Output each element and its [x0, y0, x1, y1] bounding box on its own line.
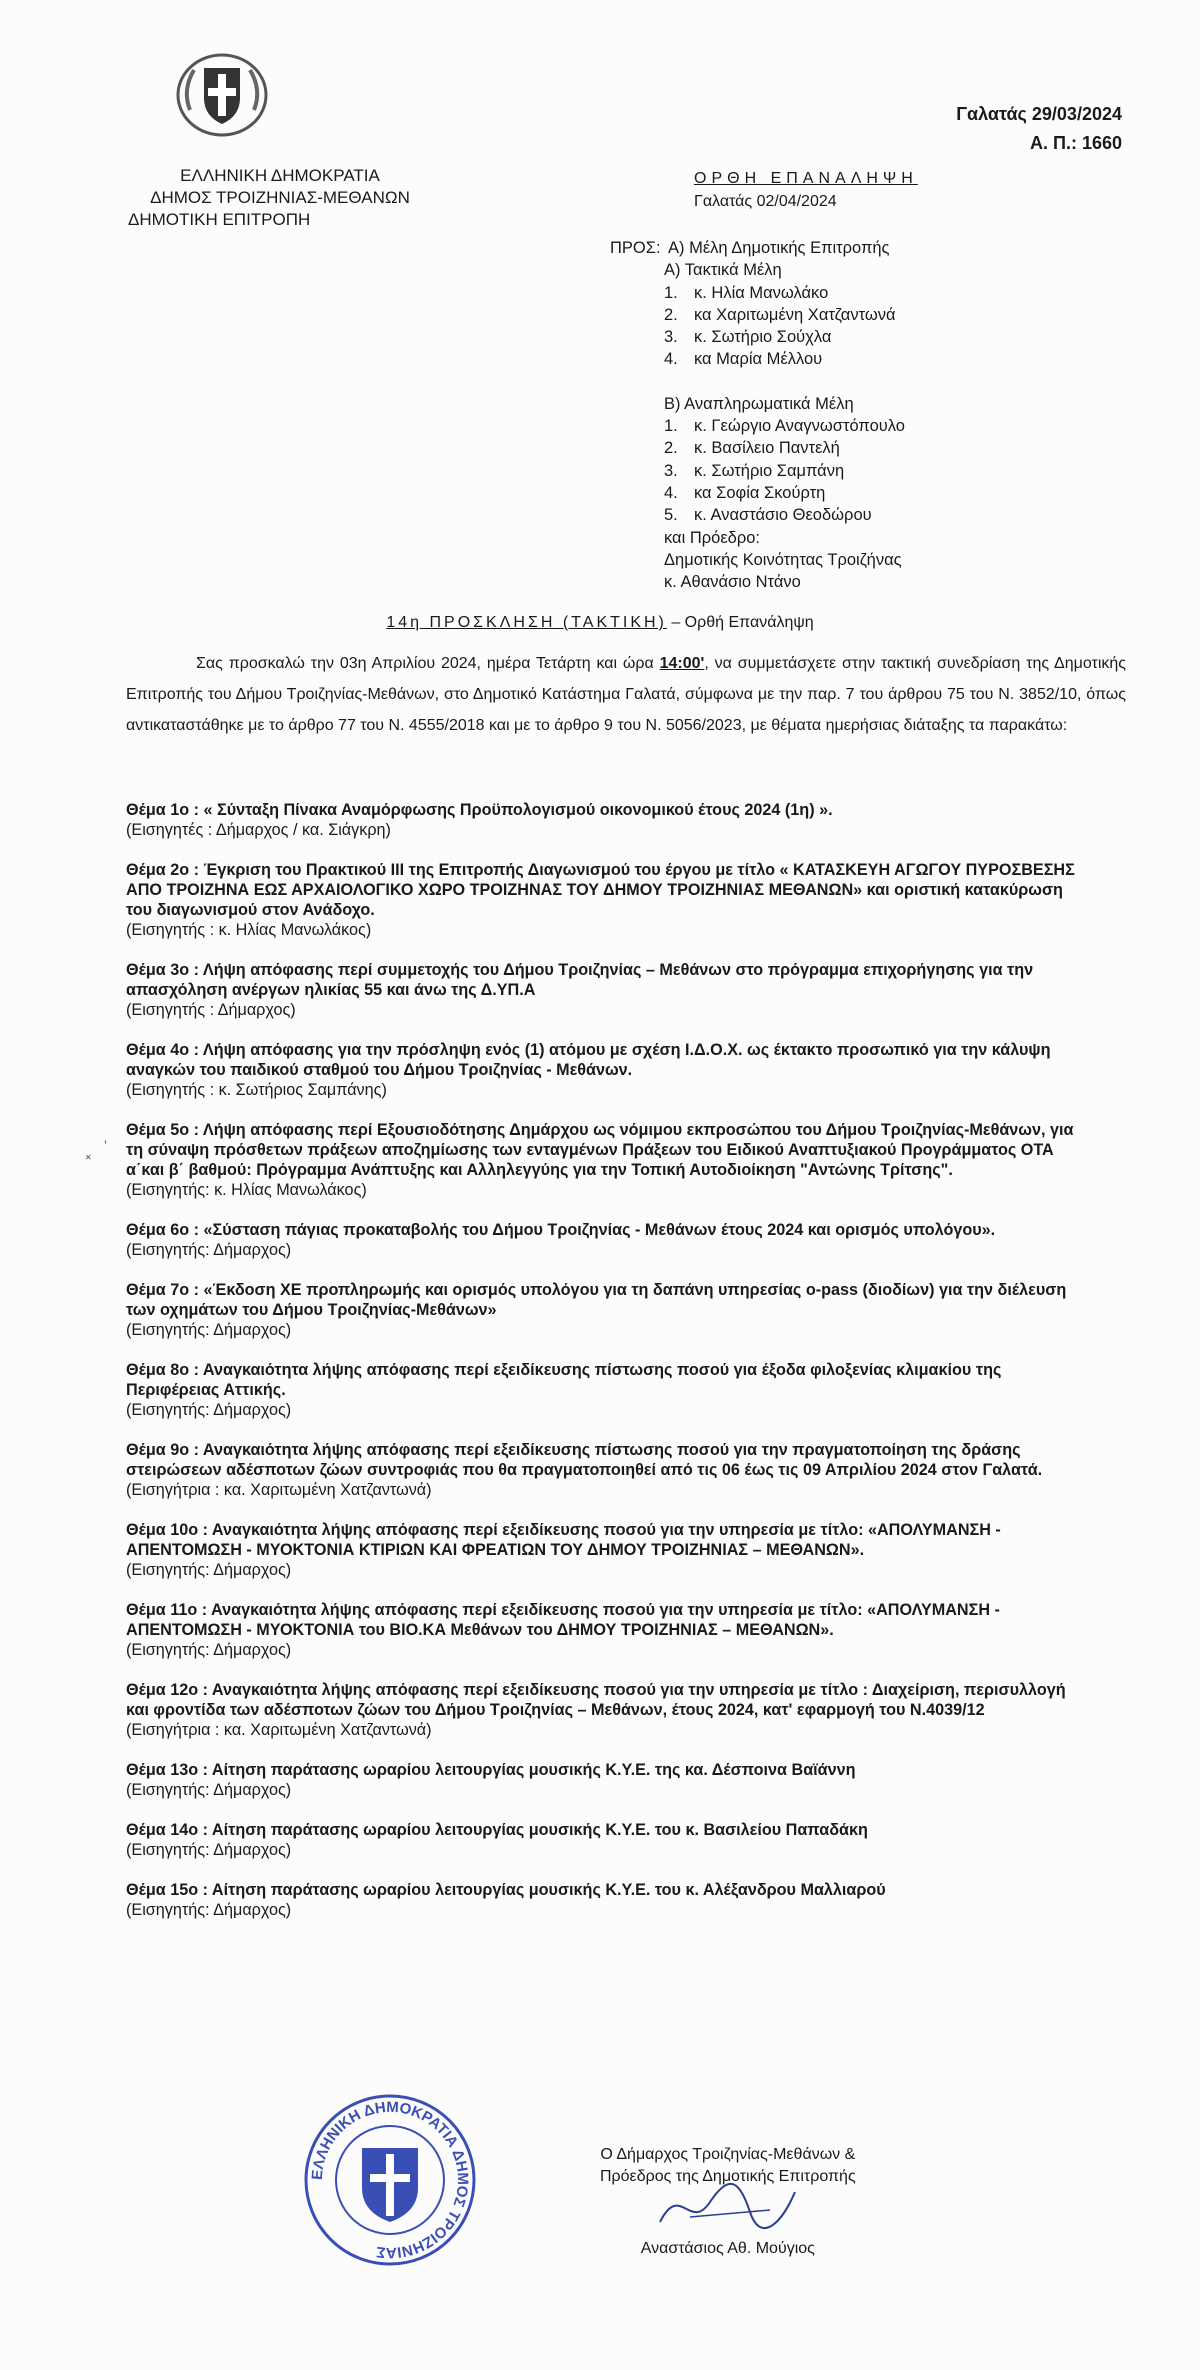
- org-line: ΔΗΜΟΤΙΚΗ ΕΠΙΤΡΟΠΗ: [128, 210, 311, 229]
- regular-members-list: [610, 282, 905, 371]
- agenda-item: [126, 800, 1086, 840]
- to-label: ΠΡΟΣ:: [610, 239, 661, 257]
- org-line: ΔΗΜΟΣ ΤΡΟΙΖΗΝΙΑΣ-ΜΕΘΑΝΩΝ: [150, 188, 410, 207]
- agenda-item-title: Θέμα 1ο : « Σύνταξη Πίνακα Αναμόρφωσης Προϋπολογισμού οικονομικού έτους 2024 (1η) ».: [126, 801, 833, 819]
- meeting-time: 14:00': [659, 655, 705, 672]
- org-line: ΕΛΛΗΝΙΚΗ ΔΗΜΟΚΡΑΤΙΑ: [180, 166, 380, 185]
- agenda-item: [126, 1360, 1086, 1420]
- agenda-item-title: Θέμα 9ο : Αναγκαιότητα λήψης απόφασης περί εξειδίκευσης πίστωσης ποσού για την πραγματοποίηση της δράσης στειρώσεων αδέσποτων ζώων συντροφιάς που θα πραγματοποιηθεί από τις 06 έως τις 09 Απριλίου 2024 στον Γαλατά.: [126, 1441, 1043, 1479]
- invitation-title-main: 14η ΠΡΟΣΚΛΗΣΗ (ΤΑΚΤΙΚΗ): [386, 614, 667, 631]
- agenda-item: [126, 860, 1086, 940]
- list-item: 1. κ. Ηλία Μανωλάκο: [664, 283, 829, 302]
- agenda-item-rapporteur: (Εισηγητής: Δήμαρχος): [126, 1561, 292, 1579]
- list-item: 5. κ. Αναστάσιο Θεοδώρου: [664, 506, 872, 525]
- agenda-item: [126, 1220, 1086, 1260]
- agenda-item-rapporteur: (Εισηγητής: Δήμαρχος): [126, 1901, 292, 1919]
- municipal-seal-stamp: [300, 2090, 480, 2270]
- invitation-title: [0, 614, 1200, 632]
- list-item: 2. κα Χαριτωμένη Χατζαντωνά: [664, 305, 896, 324]
- agenda-item: [126, 1680, 1086, 1740]
- agenda-item-title: Θέμα 7ο : «Έκδοση ΧΕ προπληρωμής και ορισμός υπολόγου για τη δαπάνη υπηρεσίας o-pass (διοδίων) για την διέλευση των οχημάτων του Δήμου Τροιζηνίας-Μεθάνων»: [126, 1281, 1067, 1319]
- agenda-item-rapporteur: (Εισηγητής: Δήμαρχος): [126, 1641, 292, 1659]
- agenda-item: [126, 1820, 1086, 1860]
- place-date: Γαλατάς 29/03/2024: [956, 104, 1122, 124]
- agenda-item: [126, 1520, 1086, 1580]
- agenda-item-title: Θέμα 8ο : Αναγκαιότητα λήψης απόφασης περί εξειδίκευσης πίστωσης ποσού για έξοδα φιλοξενίας κλιμακίου της Περιφέρειας Αττικής.: [126, 1361, 1002, 1399]
- closing-line: και Πρόεδρο:: [664, 528, 761, 547]
- issuer-header: [110, 165, 450, 231]
- agenda-item-title: Θέμα 15ο : Αίτηση παράτασης ωραρίου λειτουργίας μουσικής Κ.Υ.Ε. του κ. Αλέξανδρου Μαλλιαρού: [126, 1881, 886, 1899]
- intro-text: , να συμμετάσχετε στην τακτική συνεδρίαση της Δημοτικής Επιτροπής του Δήμου Τροιζηνίας-Μεθάνων, στο Δημοτικό Κατάστημα Γαλατά, σύμφωνα με την παρ. 7 του άρθρου 75 του Ν. 3852/10, όπως αντικαταστάθηκε με το άρθρο 77 του Ν. 4555/2018 και με το άρθρο 9 του Ν. 5056/2023, με θέματα ημερήσιας διάταξης τα παρακάτω:: [126, 655, 1127, 734]
- agenda-item-title: Θέμα 10ο : Αναγκαιότητα λήψης απόφασης περί εξειδίκευσης ποσού για την υπηρεσία με τίτλο: «ΑΠΟΛΥΜΑΝΣΗ - ΑΠΕΝΤΟΜΩΣΗ - ΜΥΟΚΤΟΝΙΑ ΚΤΙΡΙΩΝ ΚΑΙ ΦΡΕΑΤΙΩΝ ΤΟΥ ΔΗΜΟΥ ΤΡΟΙΖΗΝΙΑΣ – ΜΕΘΑΝΩΝ».: [126, 1521, 1001, 1559]
- agenda-item-rapporteur: (Εισηγητής: Δήμαρχος): [126, 1401, 292, 1419]
- agenda-item-rapporteur: (Εισηγητής: κ. Ηλίας Μανωλάκος): [126, 1181, 367, 1199]
- agenda-item-rapporteur: (Εισηγητής : κ. Σωτήριος Σαμπάνης): [126, 1081, 387, 1099]
- agenda-item-rapporteur: (Εισηγητής : κ. Ηλίας Μανωλάκος): [126, 921, 372, 939]
- recipients-block: [610, 237, 905, 593]
- reference-block: [956, 100, 1122, 158]
- scan-mark: ʼ: [104, 1138, 108, 1154]
- regular-title: Α) Τακτικά Μέλη: [664, 261, 782, 280]
- agenda-item: [126, 1120, 1086, 1200]
- agenda-item-rapporteur: (Εισηγητής: Δήμαρχος): [126, 1321, 292, 1339]
- agenda-item-rapporteur: (Εισηγητής: Δήμαρχος): [126, 1841, 292, 1859]
- group-title: Α) Μέλη Δημοτικής Επιτροπής: [668, 239, 890, 257]
- agenda-list: [126, 800, 1086, 1940]
- protocol-number: Α. Π.: 1660: [1029, 133, 1122, 153]
- agenda-item-title: Θέμα 6ο : «Σύσταση πάγιας προκαταβολής του Δήμου Τροιζηνίας - Μεθάνων έτους 2024 και ορισμός υπολόγου».: [126, 1221, 996, 1239]
- signer-title: Πρόεδρος της Δημοτικής Επιτροπής: [600, 2168, 856, 2185]
- agenda-item-rapporteur: (Εισηγήτρια : κα. Χαριτωμένη Χατζαντωνά): [126, 1481, 432, 1499]
- intro-text: Σας προσκαλώ την 03η Απριλίου 2024, ημέρα Τετάρτη και ώρα: [196, 655, 660, 672]
- signer-name: Αναστάσιος Αθ. Μούγιος: [640, 2240, 815, 2257]
- correction-label: ΟΡΘΗ ΕΠΑΝΑΛΗΨΗ: [694, 170, 918, 187]
- invitation-title-suffix: – Ορθή Επανάληψη: [666, 614, 814, 631]
- agenda-item: [126, 960, 1086, 1020]
- agenda-item-title: Θέμα 4ο : Λήψη απόφασης για την πρόσληψη ενός (1) ατόμου με σχέση Ι.Δ.Ο.Χ. ως έκτακτο προσωπικό για την κάλυψη αναγκών του παιδικού σταθμού του Δήμου Τροιζηνίας - Μεθάνων.: [126, 1041, 1051, 1079]
- handwritten-signature: [650, 2172, 800, 2242]
- agenda-item: [126, 1760, 1086, 1800]
- greek-coat-of-arms-icon: [172, 50, 272, 140]
- agenda-item-rapporteur: (Εισηγήτρια : κα. Χαριτωμένη Χατζαντωνά): [126, 1721, 432, 1739]
- closing-line: Δημοτικής Κοινότητας Τροιζήνας: [664, 550, 902, 569]
- agenda-item-title: Θέμα 2ο : Έγκριση του Πρακτικού ΙΙΙ της Επιτροπής Διαγωνισμού του έργου με τίτλο « ΚΑΤΑΣΚΕΥΗ ΑΓΩΓΟΥ ΠΥΡΟΣΒΕΣΗΣ ΑΠΟ ΤΡΟΙΖΗΝΑ ΕΩΣ ΑΡΧΑΙΟΛΟΓΙΚΟ ΧΩΡΟ ΤΡΟΙΖΗΝΑΣ ΤΟΥ ΔΗΜΟΥ ΤΡΟΙΖΗΝΙΑΣ ΜΕΘΑΝΩΝ» και οριστική κατακύρωση του διαγωνισμού στον Ανάδοχο.: [126, 861, 1075, 919]
- list-item: 4. κα Σοφία Σκούρτη: [664, 483, 826, 502]
- agenda-item: [126, 1600, 1086, 1660]
- agenda-item-title: Θέμα 3ο : Λήψη απόφασης περί συμμετοχής του Δήμου Τροιζηνίας – Μεθάνων στο πρόγραμμα επιχορήγησης για την απασχόληση ανέργων ηλικίας 55 και άνω της Δ.ΥΠ.Α: [126, 961, 1034, 999]
- list-item: 2. κ. Βασίλειο Παντελή: [664, 439, 840, 458]
- alternate-title: Β) Αναπληρωματικά Μέλη: [664, 394, 854, 413]
- agenda-item: [126, 1880, 1086, 1920]
- signer-title: Ο Δήμαρχος Τροιζηνίας-Μεθάνων &: [600, 2146, 856, 2163]
- closing-line: κ. Αθανάσιο Ντάνο: [664, 573, 801, 592]
- agenda-item-rapporteur: (Εισηγητής: Δήμαρχος): [126, 1241, 292, 1259]
- list-item: 3. κ. Σωτήριο Σούχλα: [664, 328, 832, 347]
- agenda-item-title: Θέμα 11ο : Αναγκαιότητα λήψης απόφασης περί εξειδίκευσης ποσού για την υπηρεσία με τίτλο: «ΑΠΟΛΥΜΑΝΣΗ - ΑΠΕΝΤΟΜΩΣΗ - ΜΥΟΚΤΟΝΙΑ του ΒΙΟ.ΚΑ Μεθάνων του ΔΗΜΟΥ ΤΡΟΙΖΗΝΙΑΣ – ΜΕΘΑΝΩΝ».: [126, 1601, 1000, 1639]
- agenda-item: [126, 1440, 1086, 1500]
- agenda-item-rapporteur: (Εισηγητής : Δήμαρχος): [126, 1001, 296, 1019]
- list-item: 3. κ. Σωτήριο Σαμπάνη: [664, 461, 845, 480]
- correction-date: Γαλατάς 02/04/2024: [694, 193, 837, 210]
- scan-mark: ˟: [86, 1152, 91, 1168]
- agenda-item: [126, 1040, 1086, 1100]
- agenda-item-title: Θέμα 13ο : Αίτηση παράτασης ωραρίου λειτουργίας μουσικής Κ.Υ.Ε. της κα. Δέσποινα Βαϊάννη: [126, 1761, 856, 1779]
- alternate-members-list: [610, 415, 905, 526]
- agenda-item-title: Θέμα 12ο : Αναγκαιότητα λήψης απόφασης περί εξειδίκευσης ποσού για την υπηρεσία με τίτλο : Διαχείριση, περισυλλογή και φροντίδα των αδέσποτων ζώων του Δήμου Τροιζηνίας – Μεθάνων, έτους 2024, κατ' εφαρμογή του Ν.4039/12: [126, 1681, 1066, 1719]
- agenda-item-rapporteur: (Εισηγητής: Δήμαρχος): [126, 1781, 292, 1799]
- svg-text:ΕΛΛΗΝΙΚΗ ΔΗΜΟΚΡΑΤΙΑ ΔΗΜΟΣ ΤΡΟΙ: ΕΛΛΗΝΙΚΗ ΔΗΜΟΚΡΑΤΙΑ ΔΗΜΟΣ ΤΡΟΙΖΗΝΙΑΣ: [308, 2098, 472, 2262]
- agenda-item-rapporteur: (Εισηγητές : Δήμαρχος / κα. Σιάγκρη): [126, 821, 391, 839]
- agenda-item: [126, 1280, 1086, 1340]
- agenda-item-title: Θέμα 5ο : Λήψη απόφασης περί Εξουσιοδότησης Δημάρχου ως νόμιμου εκπροσώπου του Δήμου Τροιζηνίας-Μεθάνων, για τη σύναψη πρόσθετων πράξεων αποζημίωσης των ενταγμένων Πράξεων του Ειδικού Αναπτυξιακού Προγράμματος ΟΤΑ α΄και β΄ βαθμού: Πρόγραμμα Ανάπτυξης και Αλληλεγγύης για την Τοπική Αυτοδιοίκηση "Αντώνης Τρίτσης".: [126, 1121, 1074, 1179]
- agenda-item-title: Θέμα 14ο : Αίτηση παράτασης ωραρίου λειτουργίας μουσικής Κ.Υ.Ε. του κ. Βασιλείου Παπαδάκη: [126, 1821, 868, 1839]
- list-item: 1. κ. Γεώργιο Αναγνωστόπουλο: [664, 417, 905, 436]
- invitation-body: [126, 648, 1126, 741]
- list-item: 4. κα Μαρία Μέλλου: [664, 350, 823, 369]
